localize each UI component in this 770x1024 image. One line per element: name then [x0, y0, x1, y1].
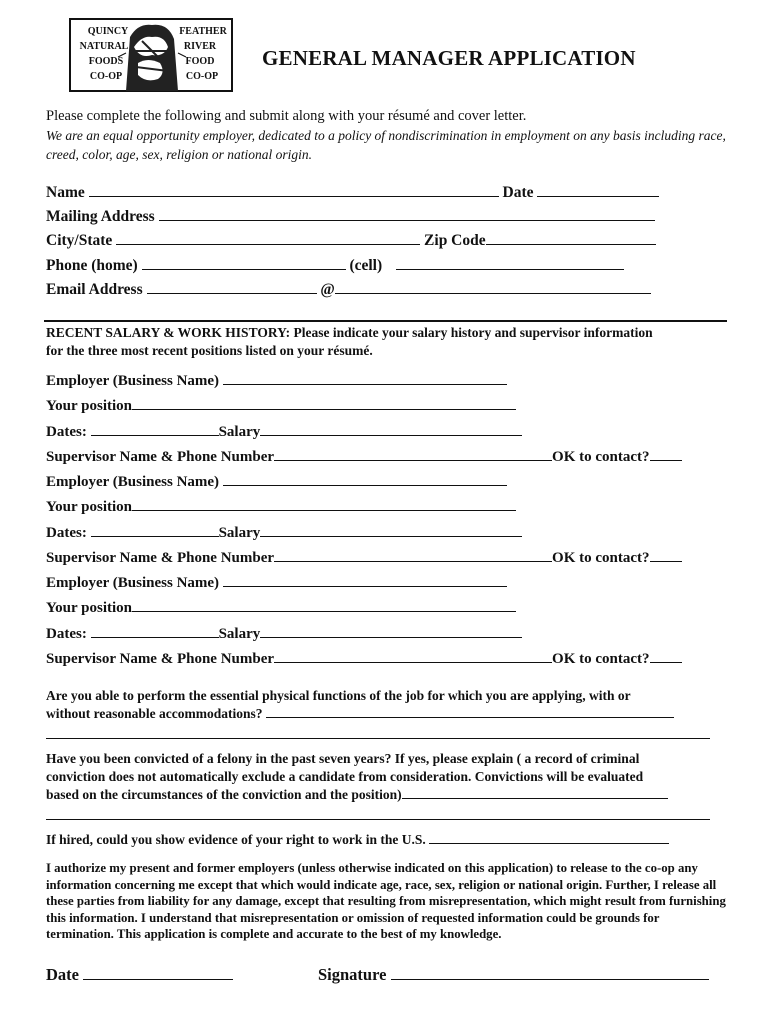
signature-label: Signature — [318, 965, 387, 984]
cell-label: (cell) — [349, 257, 383, 274]
city-row — [46, 230, 656, 250]
employer-2-field[interactable] — [223, 472, 507, 486]
employer-1-field[interactable] — [223, 371, 507, 385]
salary-label: Salary — [218, 525, 261, 541]
logo-right-line-2: RIVER — [183, 41, 217, 52]
employer-label: Employer (Business Name) — [46, 474, 220, 490]
work-right-field[interactable] — [429, 831, 669, 844]
supervisor-1-field[interactable] — [274, 447, 552, 461]
work-history-heading-text: Please indicate your salary history and supervisor information — [293, 325, 653, 340]
work-right-row — [46, 831, 716, 849]
employer-1-row — [46, 371, 507, 390]
phone-home-field[interactable] — [142, 255, 346, 270]
mailing-row — [46, 206, 655, 226]
dates-label: Dates: — [46, 525, 87, 541]
logo-left-line-3: FOODS — [88, 56, 124, 67]
position-3-row — [46, 598, 516, 617]
date-field[interactable] — [537, 182, 659, 197]
dates-3-row — [46, 624, 522, 643]
salary-3-field[interactable] — [260, 624, 522, 638]
felony-question-text: based on the circumstances of the conviction and the position) — [46, 787, 402, 802]
salary-1-field[interactable] — [260, 422, 522, 436]
date-label: Date — [502, 184, 534, 201]
physical-question-line-1: Are you able to perform the essential physical functions of the job for which you are applying, with or — [46, 688, 631, 703]
footer-date-label: Date — [46, 965, 79, 984]
supervisor-3-row — [46, 649, 682, 668]
footer-date-row — [46, 965, 233, 985]
work-right-question: If hired, could you show evidence of your right to work in the U.S. — [46, 832, 426, 847]
zip-field[interactable] — [486, 230, 656, 245]
supervisor-2-row — [46, 548, 682, 567]
name-field[interactable] — [89, 182, 499, 197]
dates-1-row — [46, 422, 522, 441]
name-label: Name — [46, 184, 85, 201]
eeo-statement-line-1: We are an equal opportunity employer, dedicated to a policy of nondiscrimination in employment on any basis including race, — [46, 128, 726, 143]
supervisor-3-field[interactable] — [274, 649, 552, 663]
position-2-field[interactable] — [132, 497, 516, 511]
felony-answer-field[interactable] — [402, 786, 668, 799]
felony-question-line-2: conviction does not automatically exclude a candidate from consideration. Convictions will be evaluated — [46, 769, 644, 784]
work-history-heading — [46, 325, 653, 341]
name-row — [46, 182, 659, 202]
dates-1-field[interactable] — [91, 422, 219, 436]
employer-3-field[interactable] — [223, 573, 507, 587]
employer-label: Employer (Business Name) — [46, 373, 220, 389]
co-op-logo — [68, 17, 234, 93]
logo-right-line-3: FOOD — [185, 56, 215, 67]
physical-question-text: without reasonable accommodations? — [46, 706, 263, 721]
position-3-field[interactable] — [132, 598, 516, 612]
work-history-heading-title: RECENT SALARY & WORK HISTORY: — [46, 325, 291, 340]
footer-date-field[interactable] — [83, 965, 233, 980]
email-domain-field[interactable] — [335, 279, 651, 294]
position-label: Your position — [46, 499, 133, 515]
logo-right-line-1: FEATHER — [179, 26, 227, 37]
position-2-row — [46, 497, 516, 516]
physical-answer-line-2[interactable] — [46, 738, 710, 739]
position-label: Your position — [46, 398, 133, 414]
physical-question-line-2 — [46, 705, 716, 723]
supervisor-1-row — [46, 447, 682, 466]
eeo-statement-line-2: creed, color, age, sex, religion or national origin. — [46, 147, 312, 162]
mailing-address-field[interactable] — [159, 206, 655, 221]
salary-label: Salary — [218, 424, 261, 440]
felony-question-line-1: Have you been convicted of a felony in the past seven years? If yes, please explain ( a record of criminal — [46, 751, 640, 766]
employer-label: Employer (Business Name) — [46, 575, 220, 591]
logo-left-line-2: NATURAL — [79, 41, 129, 52]
salary-2-field[interactable] — [260, 523, 522, 537]
felony-question-line-3 — [46, 786, 716, 804]
ok-contact-3-field[interactable] — [650, 649, 682, 663]
physical-answer-field[interactable] — [266, 705, 674, 718]
email-row — [46, 279, 651, 299]
email-label: Email Address — [46, 281, 143, 298]
ok-contact-label: OK to contact? — [552, 550, 650, 566]
supervisor-2-field[interactable] — [274, 548, 552, 562]
dates-label: Dates: — [46, 424, 87, 440]
email-user-field[interactable] — [147, 279, 317, 294]
phone-cell-field[interactable] — [396, 255, 624, 270]
position-label: Your position — [46, 600, 133, 616]
employer-2-row — [46, 472, 507, 491]
section-divider — [44, 320, 727, 322]
zip-label: Zip Code — [424, 232, 486, 249]
supervisor-label: Supervisor Name & Phone Number — [46, 550, 275, 566]
work-history-heading-line-2: for the three most recent positions listed on your résumé. — [46, 343, 373, 358]
city-state-label: City/State — [46, 232, 113, 249]
logo-right-line-4: CO-OP — [185, 71, 219, 82]
dates-2-field[interactable] — [91, 523, 219, 537]
position-1-row — [46, 396, 516, 415]
salary-label: Salary — [218, 626, 261, 642]
logo-left-line-1: QUINCY — [87, 26, 129, 37]
dates-label: Dates: — [46, 626, 87, 642]
email-at-sign: @ — [320, 281, 335, 298]
ok-contact-label: OK to contact? — [552, 651, 650, 667]
phone-row — [46, 255, 624, 275]
supervisor-label: Supervisor Name & Phone Number — [46, 651, 275, 667]
ok-contact-2-field[interactable] — [650, 548, 682, 562]
logo-left-line-4: CO-OP — [89, 71, 123, 82]
ok-contact-label: OK to contact? — [552, 449, 650, 465]
employer-3-row — [46, 573, 507, 592]
ok-contact-1-field[interactable] — [650, 447, 682, 461]
city-state-field[interactable] — [116, 230, 420, 245]
authorization-statement: I authorize my present and former employers (unless otherwise indicated on this application) to release to the co-op any information concerning me except that which would indicate age, race, sex, religion or national origin. Further, I release all these parties from liability for any damage, except that resulting from misrepresentation, which might result from furnishing this information. I understand that misrepresentation or omission of requested information could be grounds for termination. This application is complete and accurate to the best of my knowledge. — [46, 861, 726, 941]
position-1-field[interactable] — [132, 396, 516, 410]
supervisor-label: Supervisor Name & Phone Number — [46, 449, 275, 465]
signature-field[interactable] — [391, 965, 709, 980]
mailing-address-label: Mailing Address — [46, 208, 155, 225]
page-title: GENERAL MANAGER APPLICATION — [262, 46, 636, 70]
intro-text: Please complete the following and submit along with your résumé and cover letter. — [46, 108, 527, 124]
dates-2-row — [46, 523, 522, 542]
phone-home-label: Phone (home) — [46, 257, 138, 274]
felony-answer-line-2[interactable] — [46, 819, 710, 820]
dates-3-field[interactable] — [91, 624, 219, 638]
signature-row — [318, 965, 709, 985]
